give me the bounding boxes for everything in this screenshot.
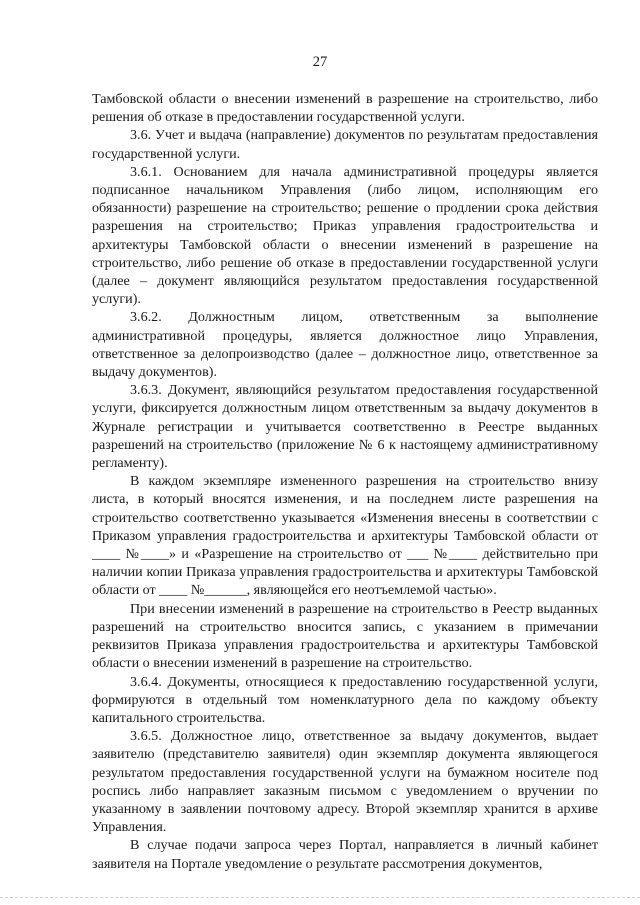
paragraph-3-6: 3.6. Учет и выдача (направление) документов по результатам предоставления государственной услуги. [92,127,598,162]
paragraph-3-6-5: 3.6.5. Должностное лицо, ответственное за выдачу документов, выдает заявителю (представителю заявителя) один экземпляр документа являющегося результатом предоставления государственной услуги на бумажном носителе под роспись либо направляет заказным письмом с уведомлением о вручении по указанному в заявлении почтовому адресу. Второй экземпляр хранится в архиве Управления. [92,728,598,836]
page-bottom-edge [0,893,640,898]
paragraph-3-6-1: 3.6.1. Основанием для начала административной процедуры является подписанное начальником Управления (либо лицом, исполняющим его обязанности) разрешение на строительство; решение о продлении срока действия разрешения на строительство; Приказ управления градостроительства и архитектуры Тамбовской области о внесении изменений в разрешение на строительство, либо решение об отказе в предоставлении государственной услуги (далее – документ являющийся результатом предоставления государственной услуги). [92,163,598,308]
paragraph-portal: В случае подачи запроса через Портал, направляется в личный кабинет заявителя на Портале уведомление о результате рассмотрения документов, [92,837,598,872]
paragraph-3-6-2: 3.6.2. Должностным лицом, ответственным за выполнение административной процедуры, является должностное лицо Управления, ответственное за делопроизводство (далее – должностное лицо, ответственное за выдачу документов). [92,309,598,381]
page-number: 27 [312,54,328,70]
paragraph-changes-note: В каждом экземпляре измененного разрешения на строительство внизу листа, в который вносятся изменения, и на последнем листе разрешения на строительство соответственно указывается «Изменения внесены в соответствии с Приказом управления градостроительства и архитектуры Тамбовской области от ____ №____» и «Разрешение на строительство от ___ №____ действительно при наличии копии Приказа управления градостроительства и архитектуры Тамбовской области от ____ №______, являющейся его неотъемлемой частью». [92,473,598,599]
paragraph-3-6-3: 3.6.3. Документ, являющийся результатом предоставления государственной услуги, фиксируется должностным лицом ответственным за выдачу документов в Журнале регистрации и учитывается соответственно в Реестре выданных разрешений на строительство (приложение № 6 к настоящему административному регламенту). [92,382,598,472]
paragraph-continuation: Тамбовской области о внесении изменений в разрешение на строительство, либо решения об отказе в предоставлении государственной услуги. [92,91,598,126]
document-body [92,90,598,873]
paragraph-registry-entry: При внесении изменений в разрешение на строительство в Реестр выданных разрешений на строительство вносится запись, с указанием в примечании реквизитов Приказа управления градостроительства и архитектуры Тамбовской области о внесении изменений в разрешение на строительство. [92,600,598,672]
paragraph-3-6-4: 3.6.4. Документы, относящиеся к предоставлению государственной услуги, формируются в отдельный том номенклатурного дела по каждому объекту капитального строительства. [92,673,598,726]
